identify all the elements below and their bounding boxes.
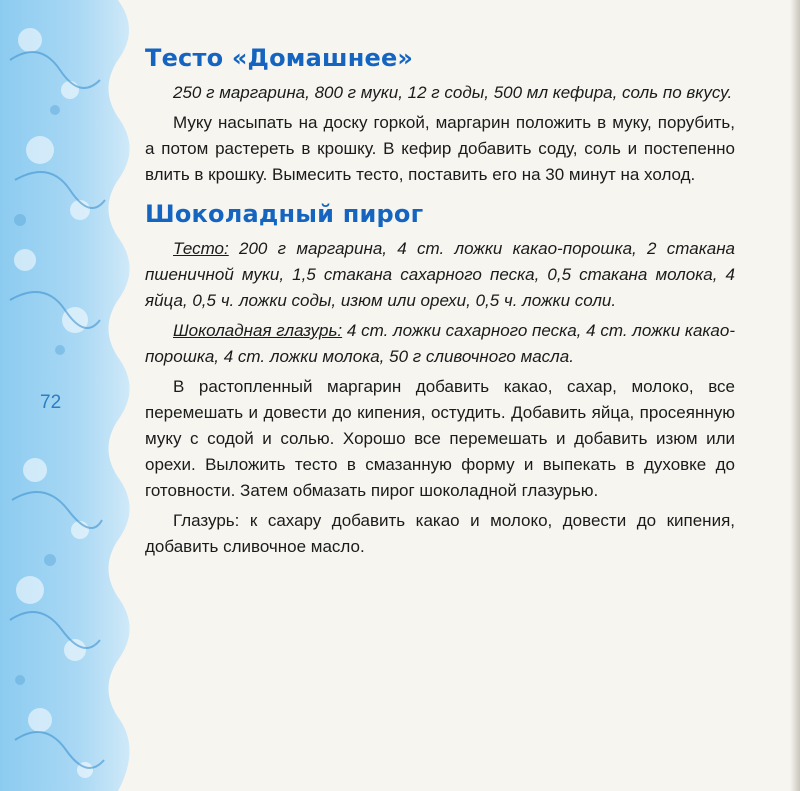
pie-method: В растопленный маргарин добавить какао, сахар, молоко, все перемешать и довести до кипения, остудить. Добавить яйца, просеянную муку с содой и солью. Хорошо все перемешать и добавить изюм или орехи. Выложить тесто в смазанную форму и выпекать в духовке до готовности. Затем обмазать пирог шоколадной глазурью. <box>145 377 735 500</box>
recipe-title-dough: Тесто «Домашнее» <box>145 44 414 72</box>
glaze-label: Шоколадная глазурь: <box>173 321 343 340</box>
pie-dough-ingredients <box>145 236 735 314</box>
glaze-ingredient-list: 4 ст. ложки сахарного песка, 4 ст. ложки какао-порошка, 4 ст. ложки молока, 50 г сливочного масла. <box>145 321 735 366</box>
decorative-floral-border <box>0 0 140 791</box>
dough-ingredient-list: 200 г маргарина, 4 ст. ложки какао-порошка, 2 стакана пшеничной муки, 1,5 стакана сахарного песка, 0,5 стакана молока, 4 яйца, 0,5 ч. ложки соды, изюм или орехи, 0,5 ч. ложки соли. <box>145 239 735 310</box>
recipe-content <box>145 44 735 560</box>
page-number: 72 <box>40 392 62 413</box>
recipe-title-chocolate-pie: Шоколадный пирог <box>145 200 424 228</box>
glaze-method: Глазурь: к сахару добавить какао и молоко, довести до кипения, добавить сливочное масло. <box>145 511 735 556</box>
dough-label: Тесто: <box>173 239 229 258</box>
glaze-ingredients <box>145 318 735 370</box>
dough-ingredients: 250 г маргарина, 800 г муки, 12 г соды, 500 мл кефира, соль по вкусу. <box>173 83 733 102</box>
page-edge-shadow <box>790 0 800 791</box>
dough-method: Муку насыпать на доску горкой, маргарин положить в муку, порубить, а потом растереть в крошку. В кефир добавить соду, соль и постепенно влить в крошку. Вымесить тесто, поставить его на 30 минут на холод. <box>145 113 735 184</box>
